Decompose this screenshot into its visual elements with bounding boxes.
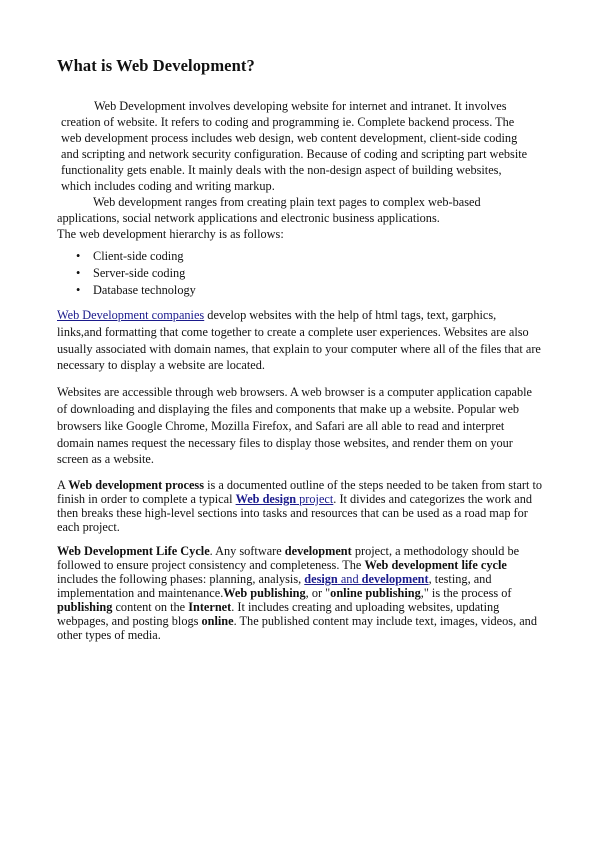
list-item — [57, 265, 543, 282]
lifecycle-text: includes the following phases: planning, analysis, — [57, 572, 305, 587]
process-text: A — [57, 478, 69, 493]
list-item-label: Server-side coding — [93, 266, 186, 280]
companies-text: develop websites with the help of html tags, text, garphics, links,and formatting that come together to create a complete user experiences. Websites are also usually associated with domain names, that explain to your computer where all of the files that are necessary to display a website are located. — [57, 308, 541, 373]
lifecycle-text: . The published content may include text, images, videos, and other types of media. — [57, 614, 537, 643]
page-title: What is Web Development? — [57, 56, 255, 75]
process-text: . It divides and categorizes the work and then breaks these high-level sections into tasks and resources that can be used as a road map for each project. — [57, 492, 533, 535]
design-and-development-link[interactable] — [304, 572, 428, 586]
document-page — [57, 56, 543, 652]
lifecycle-text: . It includes creating and uploading websites, updating webpages, and posting blogs — [57, 600, 500, 629]
link-bold-text: Web design — [235, 492, 297, 507]
link-text: and — [337, 572, 362, 587]
list-item-label: Database technology — [93, 283, 196, 297]
lifecycle-paragraph — [57, 544, 543, 642]
companies-paragraph — [57, 307, 543, 374]
lifecycle-text: . Any software — [209, 544, 285, 559]
link-bold-text: development — [361, 572, 429, 587]
lifecycle-bold: publishing — [57, 600, 113, 615]
list-item-label: Client-side coding — [93, 249, 184, 263]
lifecycle-bold: development — [284, 544, 352, 559]
intro-paragraph: Web Development involves developing website for internet and intranet. It involves creation of website. It refers to coding and programming ie. Complete backend process. The web development process includes web design, web content development, client-side coding and scripting and network security configuration. Because of coding and scripting part website functionality gets enable. It mainly deals with the non-design aspect of building websites, which includes coding and writing markup. — [61, 99, 528, 193]
hierarchy-list — [57, 248, 543, 299]
bullet-icon: • — [76, 266, 81, 280]
process-text: is a documented outline of the steps needed to be taken from start to finish in order to complete a typical — [57, 478, 543, 507]
link-bold-text: design — [304, 572, 338, 587]
hierarchy-intro: The web development hierarchy is as follows: — [57, 227, 284, 241]
lifecycle-bold: Web Development Life Cycle — [57, 544, 210, 559]
lifecycle-bold: online publishing — [330, 586, 421, 601]
lifecycle-bold: Internet — [188, 600, 232, 615]
bullet-icon: • — [76, 249, 81, 263]
lifecycle-text: project, a methodology should be followed to ensure project consistency and completeness. The — [57, 544, 520, 573]
process-paragraph — [57, 478, 543, 534]
link-text: project — [296, 492, 334, 507]
lifecycle-text: content on the — [112, 600, 189, 615]
bullet-icon: • — [76, 283, 81, 297]
browsers-paragraph: Websites are accessible through web browsers. A web browser is a computer application capable of downloading and displaying the files and components that make up a website. Popular web browsers like Google Chrome, Mozilla Firefox, and Safari are all able to read and interpret domain names request the necessary files to display those websites, and render them on your screen as a website. — [57, 385, 533, 467]
list-item — [57, 248, 543, 265]
process-bold: Web development process — [68, 478, 204, 493]
lifecycle-bold: Web development life cycle — [364, 558, 507, 573]
lifecycle-text: , or " — [305, 586, 331, 601]
lifecycle-bold: Web publishing — [223, 586, 306, 601]
lifecycle-text: ," is the process of — [420, 586, 512, 601]
lifecycle-text: , testing, and implementation and maintenance. — [57, 572, 492, 601]
lifecycle-bold: online — [201, 614, 234, 629]
web-development-companies-link[interactable]: Web Development companies — [57, 308, 205, 322]
list-item — [57, 282, 543, 299]
web-design-project-link[interactable] — [236, 492, 334, 506]
range-paragraph: Web development ranges from creating plain text pages to complex web-based applications, social network applications and electronic business applications. — [57, 195, 481, 225]
